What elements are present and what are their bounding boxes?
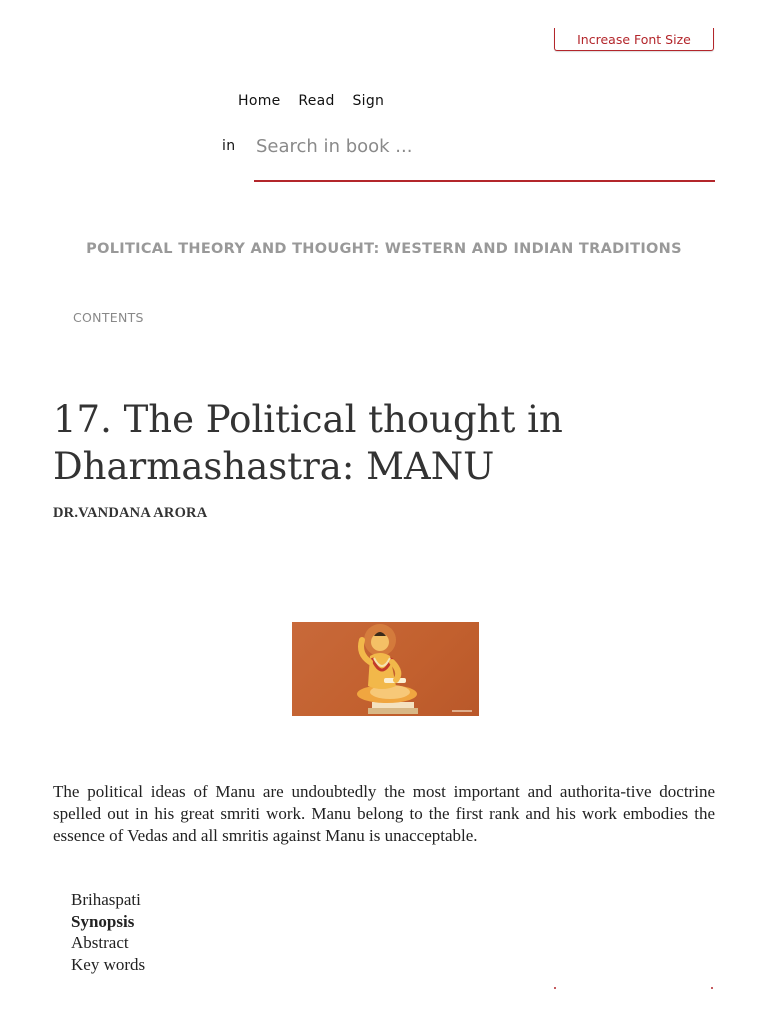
toc-item	[71, 932, 145, 954]
toc-link-abstract[interactable]: Abstract	[71, 933, 129, 953]
chapter-abstract: The political ideas of Manu are undoubtedly the most important and authorita-tive doctrine spelled out in his great smriti work. Manu belong to the first rank and his work embodies the essence of Vedas and all smritis against Manu is unacceptable.	[53, 782, 715, 845]
chapter-toc	[71, 889, 145, 976]
book-title-link[interactable]: POLITICAL THEORY AND THOUGHT: WESTERN AND INDIAN TRADITIONS	[86, 241, 682, 257]
chapter-title-line2: Dharmashastra: MANU	[53, 445, 495, 488]
manu-illustration-icon	[292, 622, 479, 716]
primary-nav	[238, 93, 397, 109]
chapter-author: DR.VANDANA ARORA	[53, 505, 208, 521]
chapter-title-line1: 17. The Political thought in	[53, 398, 563, 441]
toc-item	[71, 954, 145, 976]
toc-item	[71, 889, 145, 911]
chapter-title	[53, 396, 733, 490]
nav-sign-in-link[interactable]: Sign	[352, 93, 385, 109]
toc-link-brihaspati[interactable]: Brihaspati	[71, 890, 141, 909]
footer-mark-left	[554, 987, 556, 989]
search-input[interactable]	[254, 128, 715, 164]
nav-sign-in-link-tail[interactable]: in	[222, 138, 236, 154]
nav-read-link[interactable]: Read	[298, 93, 335, 109]
increase-font-size-button[interactable]: Increase Font Size	[554, 28, 714, 51]
toc-link-key-words[interactable]: Key words	[71, 955, 146, 975]
toc-item	[71, 911, 145, 933]
toc-link-synopsis[interactable]: Synopsis	[71, 911, 135, 931]
nav-home-link[interactable]: Home	[238, 93, 281, 109]
contents-link[interactable]: CONTENTS	[73, 310, 144, 325]
manu-illustration	[292, 622, 479, 716]
search-box	[254, 128, 715, 182]
footer-mark-right	[711, 987, 713, 989]
